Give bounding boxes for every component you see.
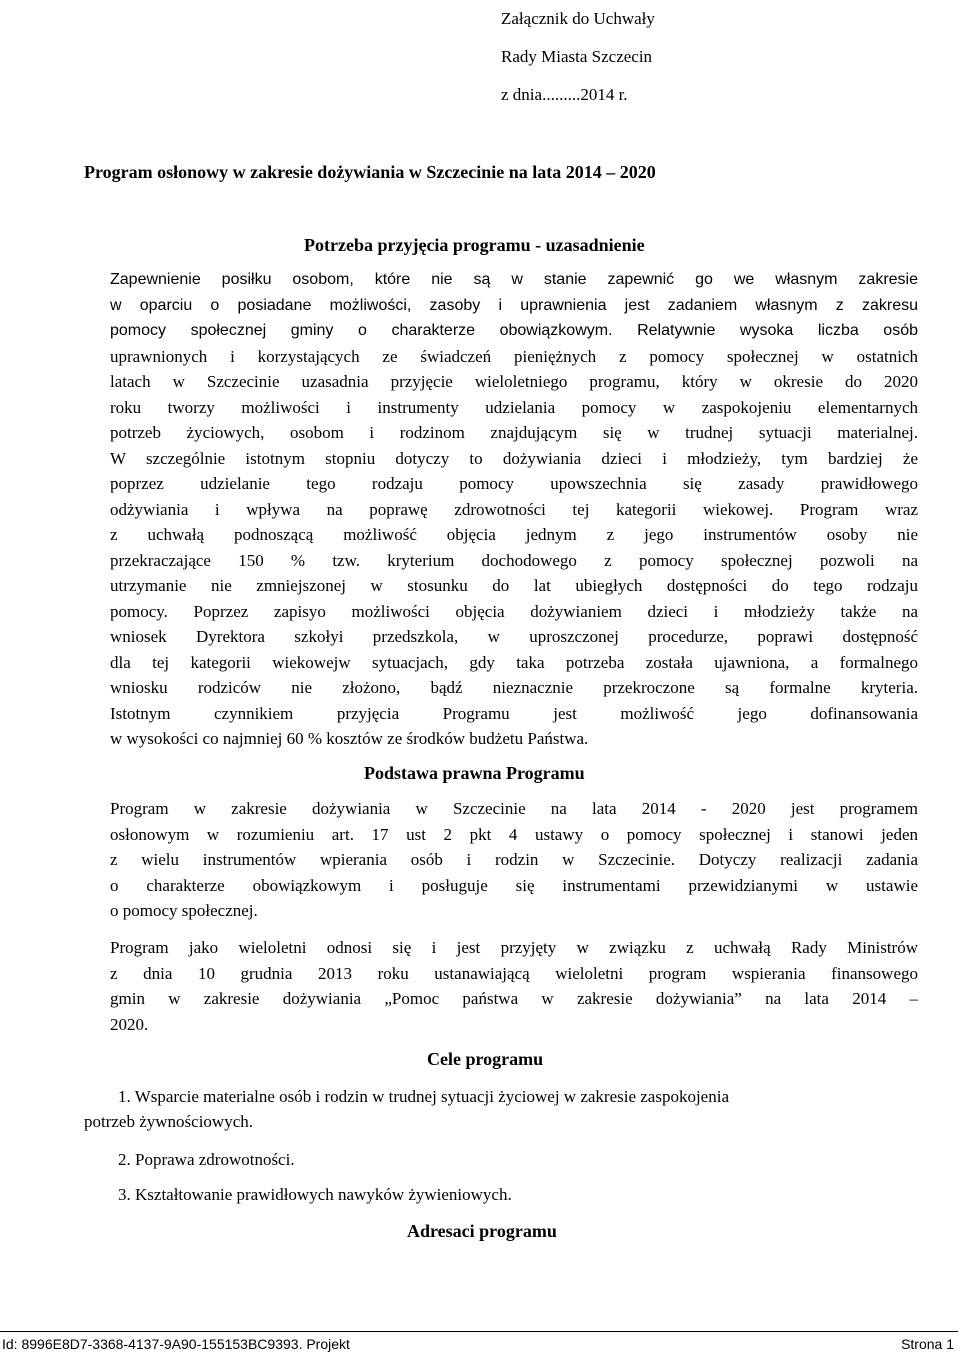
legal-paragraph-1 [110,796,918,924]
text-line: 2020. [110,1014,149,1034]
goal-item: 1. Wsparcie materialne osób i rodzin w trudnej sytuacji życiowej w zakresie zaspokojenia [118,1087,729,1106]
text-line: odżywiania i wpływa na poprawę zdrowotności tej kategorii wiekowej. Program wraz [110,499,918,519]
text-line: o charakterze obowiązkowym i posługuje się instrumentami przewidzianymi w ustawie [110,875,918,895]
text-line: o pomocy społecznej. [110,901,258,920]
text-line: wniosek Dyrektora szkołyi przedszkola, w uproszczonej procedurze, poprawi dostępność [110,627,918,646]
text-line: z wielu instrumentów wpierania osób i rodzin w Szczecinie. Dotyczy realizacji zadania [110,850,918,869]
text-line: dla tej kategorii wiekowejw sytuacjach, gdy taka potrzeba została ujawniona, a formalnego [110,652,918,672]
text-line: Program w zakresie dożywiania w Szczecinie na lata 2014 - 2020 jest programem [110,799,918,818]
document-id: Id: 8996E8D7-3368-4137-9A90-155153BC9393. Projekt [2,1336,350,1352]
text-line: pomocy. Poprzez zapisyo możliwości objęcia dożywianiem dzieci i młodzieży także na [110,601,918,621]
text-line: przekraczające 150 % tzw. kryterium dochodowego z pomocy społecznej pozwoli na [110,550,918,570]
text-line: uprawnionych i korzystających ze świadczeń pieniężnych z pomocy społecznej w ostatnich [110,346,918,366]
text-line: W szczególnie istotnym stopniu dotyczy to dożywiania dzieci i młodzieży, tym bardziej że [110,448,918,468]
attachment-line: z dnia.........2014 r. [501,85,628,104]
text-line: z uchwałą podnoszącą możliwość objęcia jednym z jego instrumentów osoby nie [110,525,918,544]
text-line: osłonowym w rozumieniu art. 17 ust 2 pkt 4 ustawy o pomocy społecznej i stanowi jeden [110,824,918,844]
text-line: utrzymanie nie zmniejszonej w stosunku do lat ubiegłych dostępności do tego rodzaju [110,576,918,595]
text-line: Program jako wieloletni odnosi się i jest przyjęty w związku z uchwałą Rady Ministrów [110,938,918,957]
text-line: pomocy społecznej gminy o charakterze obowiązkowym. Relatywnie wysoka liczba osób [110,322,918,339]
text-line: Zapewnienie posiłku osobom, które nie są w stanie zapewnić go we własnym zakresie [110,271,918,288]
text-line: w oparciu o posiadane możliwości, zasoby i uprawnienia jest zadaniem własnym z zakresu [110,296,918,314]
text-line: Istotnym czynnikiem przyjęcia Programu jest możliwość jego dofinansowania [110,703,918,723]
legal-basis-heading: Podstawa prawna Programu [364,763,585,783]
text-line: roku tworzy możliwości i instrumenty udzielania pomocy w zaspokojeniu elementarnych [110,397,918,417]
text-line: wniosku rodziców nie złożono, bądź nieznacznie przekroczone są formalne kryteria. [110,678,918,697]
page-number: Strona 1 [901,1336,954,1352]
justification-paragraph [110,267,918,752]
page-footer [0,1331,958,1354]
recipients-heading: Adresaci programu [407,1221,557,1241]
goals-heading: Cele programu [427,1049,544,1069]
document-title: Program osłonowy w zakresie dożywiania w Szczecinie na lata 2014 – 2020 [84,162,656,182]
text-line: z dnia 10 grudnia 2013 roku ustanawiającą wieloletni program wspierania finansowego [110,963,918,983]
attachment-line: Rady Miasta Szczecin [501,47,653,66]
justification-heading: Potrzeba przyjęcia programu - uzasadnienie [304,235,645,255]
text-line: potrzeb życiowych, osobom i rodzinom znajdującym się w trudnej sytuacji materialnej. [110,423,918,442]
attachment-header [501,0,655,114]
goal-item: 3. Kształtowanie prawidłowych nawyków żywieniowych. [118,1185,512,1204]
text-line: gmin w zakresie dożywiania „Pomoc państwa w zakresie dożywiania” na lata 2014 – [110,989,918,1008]
goal-item: 2. Poprawa zdrowotności. [118,1150,295,1169]
attachment-line: Załącznik do Uchwały [501,9,655,28]
legal-paragraph-2 [110,935,918,1037]
text-line: latach w Szczecinie uzasadnia przyjęcie wieloletniego programu, który w okresie do 2020 [110,372,918,391]
goal-item-continuation: potrzeb żywnościowych. [84,1112,254,1131]
text-line: w wysokości co najmniej 60 % kosztów ze środków budżetu Państwa. [110,729,589,748]
text-line: poprzez udzielanie tego rodzaju pomocy upowszechnia się zasady prawidłowego [110,474,918,493]
